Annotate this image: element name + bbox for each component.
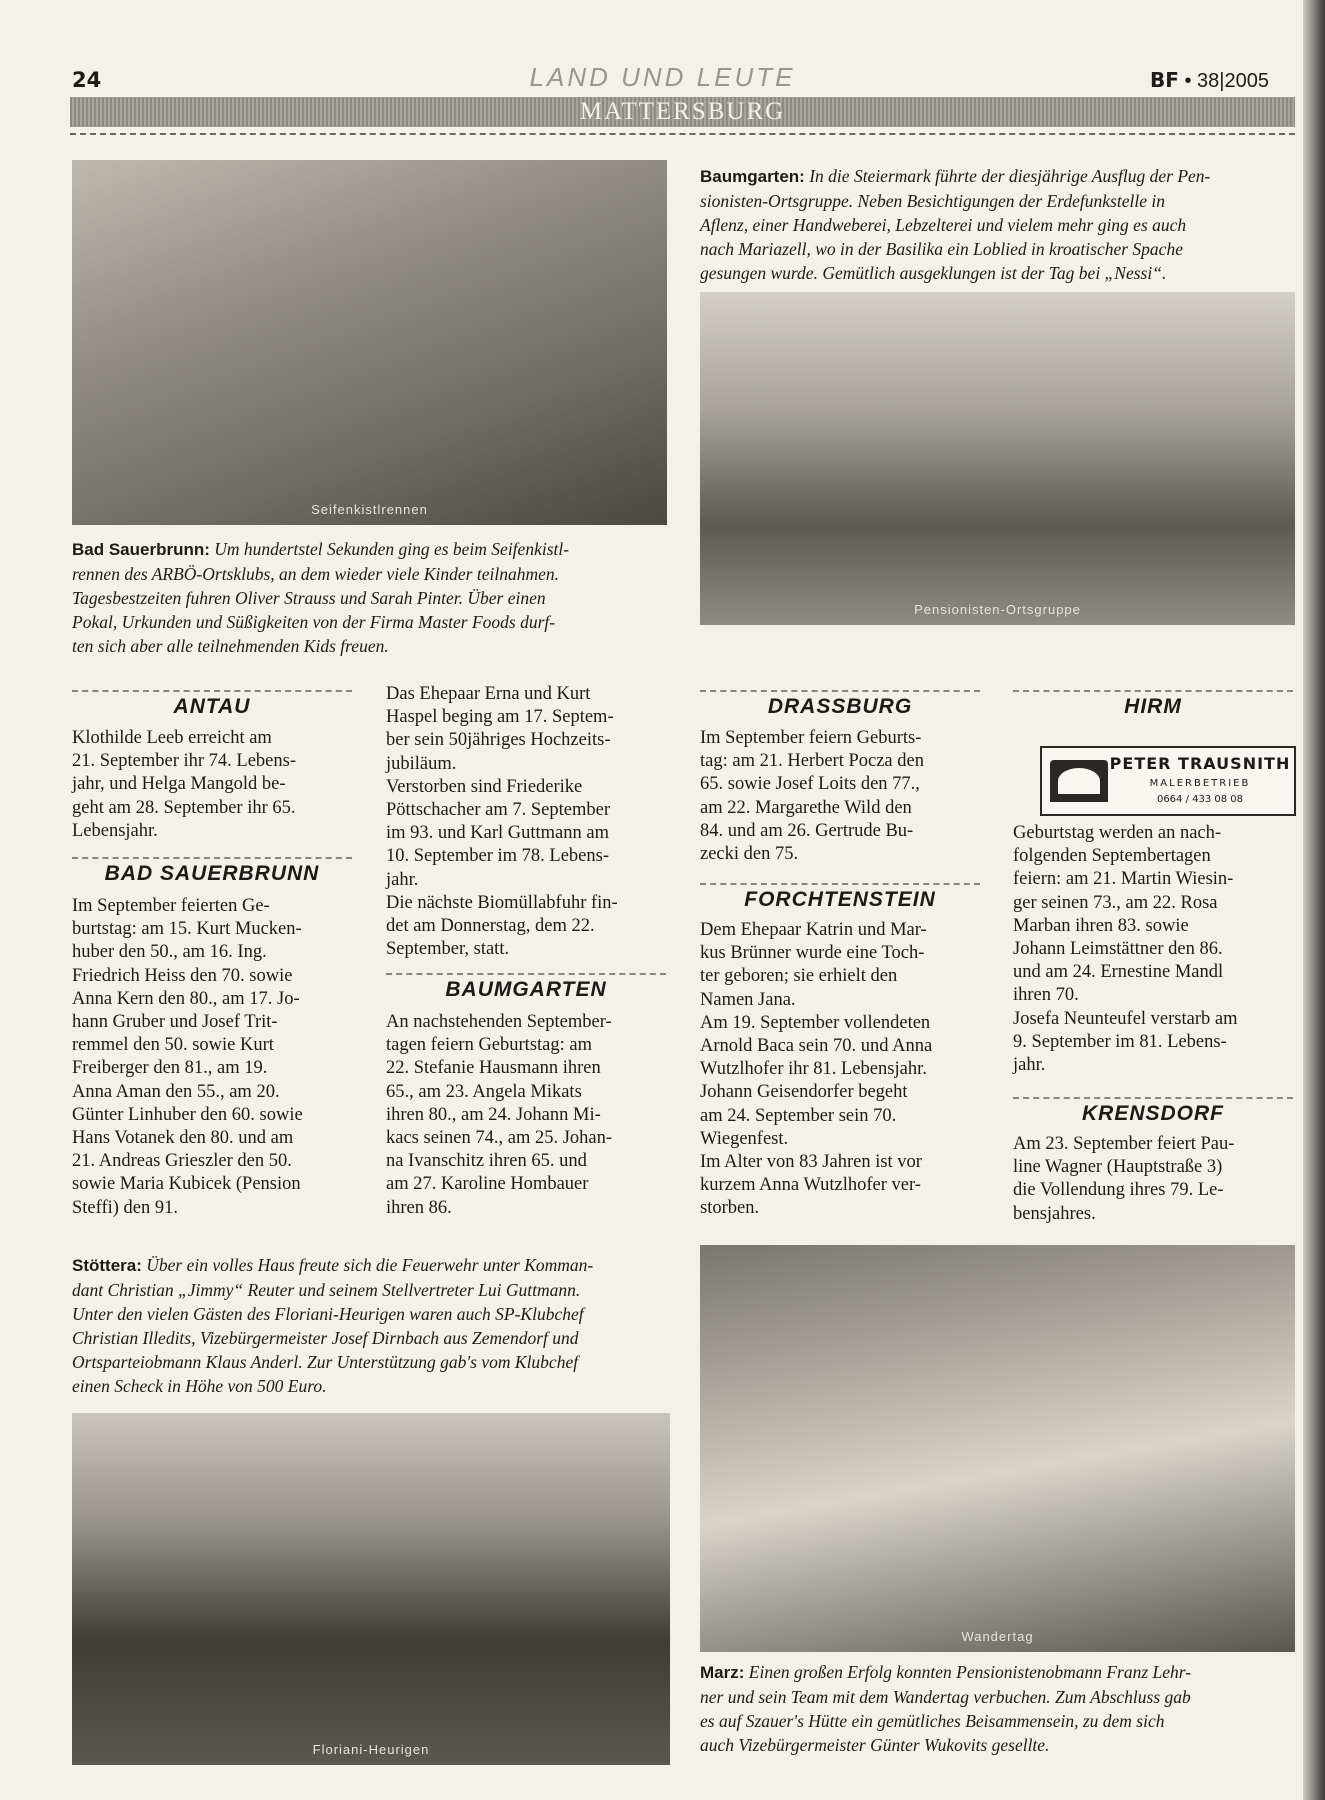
section-title: LAND UND LEUTE bbox=[529, 62, 796, 92]
text-line: jubiläum. bbox=[386, 753, 457, 774]
photo-label: Wandertag bbox=[961, 1629, 1034, 1644]
text-line: jahr. bbox=[1013, 1055, 1046, 1076]
text-line: ber sein 50jähriges Hochzeits- bbox=[386, 730, 611, 751]
page-number: 24 bbox=[72, 68, 102, 92]
text-line: tagen feiern Geburtstag: am bbox=[386, 1035, 592, 1056]
caption-line: Unter den vielen Gästen des Floriani-Heurigen waren auch SP-Klubchef bbox=[72, 1304, 584, 1324]
text-line: kus Brünner wurde eine Toch- bbox=[700, 943, 925, 964]
text-line: Klothilde Leeb erreicht am bbox=[72, 728, 272, 748]
text-line: Anna Kern den 80., am 17. Jo- bbox=[72, 988, 300, 1009]
issue-info bbox=[1150, 68, 1269, 93]
text-line: Im September feiern Geburts- bbox=[700, 728, 922, 748]
photo-church-group bbox=[700, 292, 1295, 625]
section-heading-krensdorf: KRENSDORF bbox=[1013, 1097, 1293, 1130]
section-body-bad-sauerbrunn bbox=[72, 895, 357, 1220]
text-line: am 27. Karoline Hombauer bbox=[386, 1174, 589, 1195]
text-line: Josefa Neunteufel verstarb am bbox=[1013, 1008, 1238, 1029]
ad-trausnith bbox=[1040, 746, 1296, 816]
text-line: 21. September ihr 74. Lebens- bbox=[72, 751, 296, 772]
text-line: 84. und am 26. Gertrude Bu- bbox=[700, 820, 914, 841]
caption-line: Pokal, Urkunden und Süßigkeiten von der Firma Master Foods durf- bbox=[72, 612, 556, 632]
caption-line: ten sich aber alle teilnehmenden Kids freuen. bbox=[72, 636, 389, 656]
text-line: 22. Stefanie Hausmann ihren bbox=[386, 1058, 601, 1079]
ad-name: PETER TRAUSNITH bbox=[1109, 754, 1291, 773]
caption-line: Ortsparteiobmann Klaus Anderl. Zur Unterstützung gab's vom Klubchef bbox=[72, 1352, 579, 1372]
section-heading-hirm: HIRM bbox=[1013, 690, 1293, 723]
ad-type: MALERBETRIEB bbox=[1149, 778, 1251, 789]
text-line: na Ivanschitz ihren 65. und bbox=[386, 1151, 587, 1172]
caption-line: dant Christian „Jimmy“ Reuter und seinem Stellvertreter Lui Guttmann. bbox=[72, 1280, 581, 1300]
photo-firefighters bbox=[72, 1413, 670, 1765]
text-line: huber den 50., am 16. Ing. bbox=[72, 942, 267, 963]
caption-line: es auf Szauer's Hütte ein gemütliches Beisammensein, zu dem sich bbox=[700, 1711, 1165, 1731]
text-line: feiern: am 21. Martin Wiesin- bbox=[1013, 869, 1234, 890]
caption-place: Marz: bbox=[700, 1663, 745, 1682]
text-line: folgenden Septembertagen bbox=[1013, 846, 1211, 867]
text-line: 10. September im 78. Lebens- bbox=[386, 846, 609, 867]
text-line: ter geboren; sie erhielt den bbox=[700, 966, 898, 987]
text-line: tag: am 21. Herbert Pocza den bbox=[700, 751, 924, 772]
caption-place: Baumgarten: bbox=[700, 167, 805, 186]
photo-label: Seifenkistlrennen bbox=[311, 502, 428, 517]
text-line: bensjahres. bbox=[1013, 1203, 1096, 1224]
section-body-baumgarten bbox=[386, 1011, 671, 1220]
caption-line: rennen des ARBÖ-Ortsklubs, an dem wieder viele Kinder teilnahmen. bbox=[72, 564, 559, 584]
text-line: ihren 70. bbox=[1013, 985, 1079, 1006]
text-line: im 93. und Karl Guttmann am bbox=[386, 823, 609, 844]
caption-marz bbox=[700, 1660, 1300, 1757]
text-line: 65., am 23. Angela Mikats bbox=[386, 1081, 582, 1102]
ad-logo-icon bbox=[1050, 760, 1108, 802]
text-line: Wutzlhofer ihr 81. Lebensjahr. bbox=[700, 1059, 927, 1080]
text-line: line Wagner (Hauptstraße 3) bbox=[1013, 1157, 1223, 1178]
text-line: Marban ihren 83. sowie bbox=[1013, 915, 1189, 936]
section-heading-antau: ANTAU bbox=[72, 690, 352, 723]
text-line: Pöttschacher am 7. September bbox=[386, 800, 610, 821]
text-line: hann Gruber und Josef Trit- bbox=[72, 1012, 278, 1033]
text-line: 21. Andreas Grieszler den 50. bbox=[72, 1151, 292, 1172]
text-line: Johann Leimstättner den 86. bbox=[1013, 939, 1223, 960]
text-line: jahr, und Helga Mangold be- bbox=[72, 774, 286, 795]
section-body-hirm bbox=[1013, 822, 1298, 1077]
caption-line: Tagesbestzeiten fuhren Oliver Strauss und Sarah Pinter. Über einen bbox=[72, 588, 546, 608]
region-title: MATTERSBURG bbox=[579, 98, 786, 125]
text-line: am 24. September sein 70. bbox=[700, 1105, 897, 1126]
text-line: die Vollendung ihres 79. Le- bbox=[1013, 1180, 1224, 1201]
text-line: Am 23. September feiert Pau- bbox=[1013, 1134, 1235, 1154]
caption-line: Einen großen Erfolg konnten Pensionistenobmann Franz Lehr- bbox=[748, 1662, 1192, 1682]
caption-line: Christian Illedits, Vizebürgermeister Josef Dirnbach aus Zemendorf und bbox=[72, 1328, 579, 1348]
text-line: Die nächste Biomüllabfuhr fin- bbox=[386, 892, 618, 913]
photo-hiking-day bbox=[700, 1245, 1295, 1652]
text-line: und am 24. Ernestine Mandl bbox=[1013, 962, 1224, 983]
ad-phone: 0664 / 433 08 08 bbox=[1156, 794, 1244, 805]
text-line: Im Alter von 83 Jahren ist vor bbox=[700, 1152, 922, 1173]
caption-line: Über ein volles Haus freute sich die Feuerwehr unter Komman- bbox=[146, 1255, 594, 1275]
caption-line: sionisten-Ortsgruppe. Neben Besichtigungen der Erdefunkstelle in bbox=[700, 191, 1165, 211]
text-line: Lebensjahr. bbox=[72, 820, 158, 841]
caption-line: Um hundertstel Sekunden ging es beim Seifenkistl- bbox=[214, 539, 570, 559]
separator-dot: • bbox=[1184, 70, 1192, 92]
caption-stoettera bbox=[72, 1253, 672, 1398]
region-band bbox=[70, 97, 1295, 127]
text-line: 65. sowie Josef Loits den 77., bbox=[700, 774, 920, 795]
caption-bad-sauerbrunn bbox=[72, 537, 672, 658]
text-line: jahr. bbox=[386, 869, 419, 890]
text-line: Anna Aman den 55., am 20. bbox=[72, 1081, 280, 1102]
text-line: 9. September im 81. Lebens- bbox=[1013, 1031, 1227, 1052]
caption-place: Stöttera: bbox=[72, 1256, 142, 1275]
caption-baumgarten bbox=[700, 164, 1295, 285]
section-body-drassburg bbox=[700, 727, 985, 866]
caption-line: In die Steiermark führte der diesjährige Ausflug der Pen- bbox=[809, 166, 1211, 186]
caption-line: ner und sein Team mit dem Wandertag verbuchen. Zum Abschluss gab bbox=[700, 1687, 1191, 1707]
section-heading-drassburg: DRASSBURG bbox=[700, 690, 980, 723]
text-line: remmel den 50. sowie Kurt bbox=[72, 1035, 274, 1056]
caption-line: einen Scheck in Höhe von 500 Euro. bbox=[72, 1376, 327, 1396]
text-line: kurzem Anna Wutzlhofer ver- bbox=[700, 1175, 921, 1196]
text-line: ihren 80., am 24. Johann Mi- bbox=[386, 1104, 601, 1125]
text-line: Am 19. September vollendeten bbox=[700, 1012, 931, 1033]
photo-label: Pensionisten-Ortsgruppe bbox=[914, 602, 1081, 617]
text-line: sowie Maria Kubicek (Pension bbox=[72, 1174, 301, 1195]
text-line: ger seinen 73., am 22. Rosa bbox=[1013, 892, 1218, 913]
text-line: An nachstehenden September- bbox=[386, 1012, 612, 1032]
caption-line: nach Mariazell, wo in der Basilika ein Loblied in kroatischer Spache bbox=[700, 239, 1183, 259]
issue-number: 38|2005 bbox=[1197, 70, 1269, 92]
text-line: geht am 28. September ihr 65. bbox=[72, 797, 296, 818]
text-line: Das Ehepaar Erna und Kurt bbox=[386, 684, 591, 704]
text-line: Dem Ehepaar Katrin und Mar- bbox=[700, 920, 927, 940]
section-body-antau bbox=[72, 727, 357, 843]
caption-line: gesungen wurde. Gemütlich ausgeklungen ist der Tag bei „Nessi“. bbox=[700, 263, 1167, 283]
header-divider bbox=[70, 133, 1295, 135]
section-body-krensdorf bbox=[1013, 1133, 1298, 1226]
text-line: burtstag: am 15. Kurt Mucken- bbox=[72, 919, 302, 940]
section-heading-bad-sauerbrunn: BAD SAUERBRUNN bbox=[72, 857, 352, 890]
caption-line: Aflenz, einer Handweberei, Lebzelterei und vielem mehr ging es auch bbox=[700, 215, 1187, 235]
text-line: kacs seinen 74., am 25. Johan- bbox=[386, 1128, 613, 1149]
text-line: ihren 86. bbox=[386, 1197, 452, 1218]
text-line: Geburtstag werden an nach- bbox=[1013, 823, 1222, 843]
text-line: det am Donnerstag, dem 22. bbox=[386, 916, 595, 937]
caption-place: Bad Sauerbrunn: bbox=[72, 540, 210, 559]
text-line: Namen Jana. bbox=[700, 989, 796, 1010]
caption-line: auch Vizebürgermeister Günter Wukovits gesellte. bbox=[700, 1735, 1050, 1755]
text-line: Steffi) den 91. bbox=[72, 1197, 179, 1218]
text-line: Im September feierten Ge- bbox=[72, 896, 270, 916]
text-line: Wiegenfest. bbox=[700, 1128, 789, 1149]
text-line: am 22. Margarethe Wild den bbox=[700, 797, 912, 818]
text-line: Verstorben sind Friederike bbox=[386, 776, 583, 797]
text-line: Johann Geisendorfer begeht bbox=[700, 1082, 908, 1103]
section-heading-forchtenstein: FORCHTENSTEIN bbox=[700, 883, 980, 916]
text-line: Haspel beging am 17. Septem- bbox=[386, 707, 614, 728]
photo-label: Floriani-Heurigen bbox=[312, 1742, 430, 1757]
section-body-forchtenstein bbox=[700, 919, 985, 1221]
page-spine bbox=[1303, 0, 1325, 1800]
text-line: Günter Linhuber den 60. sowie bbox=[72, 1104, 303, 1125]
photo-kids-race bbox=[72, 160, 667, 525]
text-line: September, statt. bbox=[386, 939, 510, 960]
text-line: Arnold Baca sein 70. und Anna bbox=[700, 1036, 933, 1057]
text-line: Freiberger den 81., am 19. bbox=[72, 1058, 268, 1079]
text-line: Friedrich Heiss den 70. sowie bbox=[72, 965, 293, 986]
text-line: zecki den 75. bbox=[700, 844, 799, 865]
section-heading-baumgarten: BAUMGARTEN bbox=[386, 973, 666, 1006]
publication-name: BF bbox=[1150, 68, 1179, 92]
text-line: Hans Votanek den 80. und am bbox=[72, 1128, 294, 1149]
text-line: storben. bbox=[700, 1198, 760, 1219]
section-body-antau-continued bbox=[386, 683, 671, 961]
